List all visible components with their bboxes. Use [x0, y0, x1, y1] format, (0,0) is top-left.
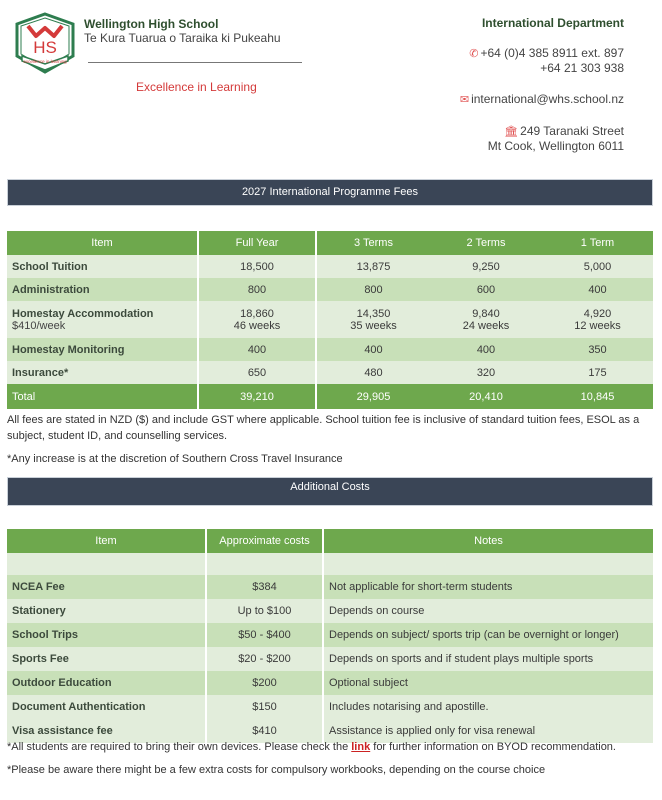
col-header-item: Item: [7, 529, 206, 553]
cell-2-terms: 400: [430, 338, 542, 361]
table-row: [7, 647, 653, 671]
row-label: [7, 301, 198, 338]
byod-note-text-end: for further information on BYOD recommendation.: [370, 741, 616, 753]
cell-2-terms: 600: [430, 278, 542, 301]
additional-header-row: [7, 529, 653, 553]
cell-weeks: 35 weeks: [350, 319, 397, 332]
cell-weeks: 24 weeks: [462, 319, 510, 332]
header-divider: [88, 62, 302, 63]
row-sublabel: $410/week: [12, 319, 66, 332]
cell-3-terms: 13,875: [316, 255, 430, 278]
row-label: Sports Fee: [7, 647, 206, 671]
cell-note: Assistance is applied only for visa renewal: [323, 719, 653, 743]
additional-costs-banner: Additional Costs: [7, 477, 653, 506]
table-row: [7, 301, 653, 338]
table-row: [7, 278, 653, 301]
shield-logo-icon: [14, 12, 76, 74]
school-logo: [14, 12, 76, 74]
row-label: Administration: [7, 278, 198, 301]
total-2-terms: 20,410: [430, 384, 542, 409]
total-row: [7, 384, 653, 409]
byod-note: [7, 739, 655, 755]
cell-cost: $410: [206, 719, 323, 743]
row-label: Stationery: [7, 599, 206, 623]
cell-value: 18,860: [240, 307, 274, 320]
row-label: Homestay Monitoring: [7, 338, 198, 361]
cell-full-year: 800: [198, 278, 316, 301]
col-header-item: Item: [7, 231, 198, 255]
fees-header-row: [7, 231, 653, 255]
cell-2-terms: 320: [430, 361, 542, 384]
table-row: [7, 599, 653, 623]
cell-value: 9,840: [472, 307, 500, 320]
table-row: [7, 671, 653, 695]
row-label: School Trips: [7, 623, 206, 647]
cell-value: 14,350: [356, 307, 391, 320]
svg-text:excellence in learning: excellence in learning: [23, 59, 67, 64]
cell-3-terms: 400: [316, 338, 430, 361]
col-header-3-terms: 3 Terms: [316, 231, 430, 255]
row-label: Document Authentication: [7, 695, 206, 719]
cell-note: Depends on subject/ sports trip (can be overnight or longer): [323, 623, 653, 647]
table-row: [7, 575, 653, 599]
table-row: [7, 255, 653, 278]
cell-1-term: 400: [542, 278, 653, 301]
cell-cost: $200: [206, 671, 323, 695]
cell-full-year: [198, 301, 316, 338]
col-header-1-term: 1 Term: [542, 231, 653, 255]
phone-line-1: [469, 46, 624, 60]
row-label: Visa assistance fee: [7, 719, 206, 743]
insurance-note: *Any increase is at the discretion of Southern Cross Travel Insurance: [7, 453, 343, 465]
cell-3-terms: 480: [316, 361, 430, 384]
address-line-1: [504, 124, 624, 138]
total-full-year: 39,210: [198, 384, 316, 409]
cell-cost: $20 - $200: [206, 647, 323, 671]
cell-value: 4,920: [583, 307, 612, 320]
col-header-notes: Notes: [323, 529, 653, 553]
cell-weeks: 12 weeks: [574, 319, 621, 332]
row-label: Insurance*: [7, 361, 198, 384]
cell-cost: [206, 553, 323, 575]
cell-note: Not applicable for short-term students: [323, 575, 653, 599]
cell-note: Optional subject: [323, 671, 653, 695]
cell-1-term: 350: [542, 338, 653, 361]
cell-1-term: 5,000: [542, 255, 653, 278]
col-header-full-year: Full Year: [198, 231, 316, 255]
cell-2-terms: [430, 301, 542, 338]
row-label: NCEA Fee: [7, 575, 206, 599]
email-line: [460, 92, 624, 106]
city-address: Mt Cook, Wellington 6011: [487, 139, 624, 153]
additional-costs-table: [7, 529, 653, 743]
cell-cost: $384: [206, 575, 323, 599]
total-1-term: 10,845: [542, 384, 653, 409]
cell-note: Depends on course: [323, 599, 653, 623]
cell-full-year: 650: [198, 361, 316, 384]
table-row: [7, 361, 653, 384]
cell-cost: $50 - $400: [206, 623, 323, 647]
cell-1-term: 175: [542, 361, 653, 384]
street-address: 249 Taranaki Street: [520, 124, 624, 138]
school-name-maori: Te Kura Tuarua o Taraika ki Pukeahu: [84, 31, 281, 45]
table-row: [7, 623, 653, 647]
cell-note: Includes notarising and apostille.: [323, 695, 653, 719]
school-motto: Excellence in Learning: [136, 80, 257, 94]
cell-1-term: [542, 301, 653, 338]
cell-3-terms: 800: [316, 278, 430, 301]
email-address[interactable]: international@whs.school.nz: [471, 92, 624, 106]
total-3-terms: 29,905: [316, 384, 430, 409]
col-header-approximate-costs: Approximate costs: [206, 529, 323, 553]
phone-icon: ✆: [469, 48, 479, 60]
cell-3-terms: [316, 301, 430, 338]
phone-line-2: [540, 61, 624, 75]
table-row-empty: [7, 553, 653, 575]
svg-text:HS: HS: [33, 38, 57, 57]
phone-number-1[interactable]: +64 (0)4 385 8911 ext. 897: [480, 46, 624, 60]
row-label-text: Homestay Accommodation: [12, 307, 154, 320]
cell-cost: $150: [206, 695, 323, 719]
cell-full-year: 400: [198, 338, 316, 361]
byod-link[interactable]: link: [351, 741, 371, 753]
fees-section-banner: 2027 International Programme Fees: [7, 179, 653, 206]
fees-currency-note: All fees are stated in NZD ($) and include GST where applicable. School tuition fee is inclusive of standard tuition fees, ESOL as a subject, student ID, and counselling services.: [7, 414, 640, 442]
row-label: Outdoor Education: [7, 671, 206, 695]
byod-note-text: *All students are required to bring their own devices. Please check the: [7, 741, 352, 753]
envelope-icon: ✉: [459, 94, 470, 106]
cell-cost: Up to $100: [206, 599, 323, 623]
row-label: School Tuition: [7, 255, 198, 278]
address-line-2: [488, 139, 624, 153]
cell-note: Depends on sports and if student plays multiple sports: [323, 647, 653, 671]
col-header-2-terms: 2 Terms: [430, 231, 542, 255]
table-row: [7, 338, 653, 361]
workbooks-note: *Please be aware there might be a few extra costs for compulsory workbooks, depending on the course choice: [7, 764, 546, 776]
total-label: Total: [7, 384, 198, 409]
fees-table: [7, 231, 654, 409]
row-label: [7, 553, 206, 575]
cell-2-terms: 9,250: [430, 255, 542, 278]
building-icon: 🏛: [504, 126, 519, 138]
table-row: [7, 695, 653, 719]
cell-full-year: 18,500: [198, 255, 316, 278]
cell-weeks: 46 weeks: [233, 319, 281, 332]
department-title: International Department: [481, 16, 624, 30]
phone-number-2[interactable]: +64 21 303 938: [540, 61, 624, 75]
cell-note: [323, 553, 653, 575]
school-name: Wellington High School: [84, 17, 219, 31]
